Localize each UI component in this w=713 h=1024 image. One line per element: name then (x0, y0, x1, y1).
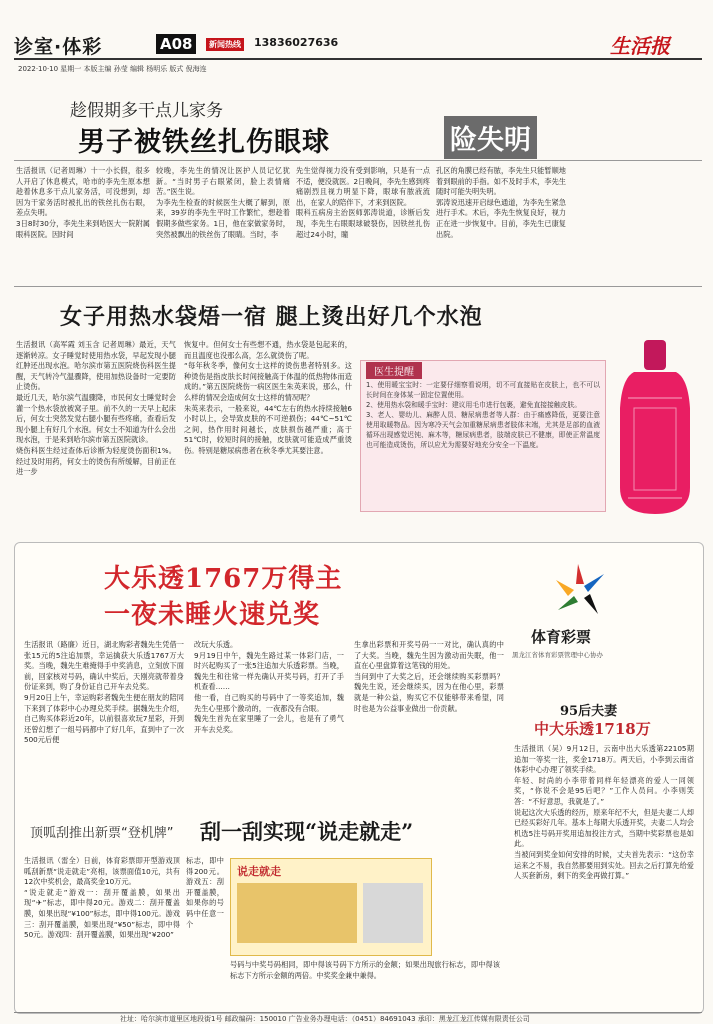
sports-lottery-logo-sub: 黑龙江省体育彩票管理中心协办 (512, 651, 603, 659)
hotline-badge: 新闻热线 (206, 38, 244, 51)
story1-column-1: 生活报讯（记者周琳）十一小长假，很多人开启了休息模式，哈市的李先生原本想趁着休息多干点儿家务活，可没想到，却因为干家务活时被扎出的铁丝扎伤右眼，差点失明。 3日8时30分，李先生来到哈医大一院附属眼科医院。因时间 (16, 166, 150, 239)
story2-rule (14, 286, 702, 287)
footer-info: 社址：哈尔滨市道里区地段街1号 邮政编码：150010 广告业务办理电话：（0451）84691043 承印：黑龙江龙江传媒有限责任公司 (120, 1015, 530, 1023)
sports-lottery-logo-icon (548, 560, 612, 622)
story2-headline: 女子用热水袋焐一宿 腿上烫出好几个水泡 (60, 304, 483, 330)
footer-rule (14, 1012, 702, 1013)
lottery-headline-line2: 一夜未睡火速兑奖 (104, 600, 321, 630)
story1-headline: 男子被铁丝扎伤眼球 (78, 127, 330, 158)
story1-column-3: 先生觉得视力没有受到影响，只是有一点不适，便没就医。2日晚间，李先生感到疼痛剧烈且视力明显下降，眼球有脓液流出，在家人的陪伴下，才来到医院。 眼科五病房主治医师郭涛说道，诊断后发现，李先生右眼眼球破裂伤，因铁丝扎伤超过24小时，瞳 (296, 166, 430, 239)
story1-column-5 (572, 166, 700, 276)
doctor-tips-title: 医生提醒 (366, 362, 422, 379)
scratch-column-1: 生活报讯（雷全）日前，体育彩票即开型游戏顶呱刮新票“说走就走”亮相，该票面值10元，共有12次中奖机会，最高奖金10万元。 “说走就走”游戏一：刮开覆盖膜，如果出现“✈”标志，即中得20元。游戏二：刮开覆盖膜，如果出现“¥100”标志，即中得100元。游戏三：刮开覆盖膜，如果出现“¥50”标志，即中得50元。游戏四：刮开覆盖膜，如果出现“¥200” (24, 856, 180, 940)
story1-headline-emphasis: 险失明 (444, 116, 537, 159)
scratch-story-kicker: 顶呱刮推出新票“登机牌” (30, 826, 174, 841)
doctor-tips-text: 1、使用暖宝宝时：一定要仔细察看说明，切不可直接贴在皮肤上，也不可以长时间在身体某一固定位置使用。 2、使用热水袋和暖手宝时：建议用毛巾进行包裹，避免直接接触皮肤。 3、老人、婴幼儿、麻醉人员、糖尿病患者等人群：由于痛感降低，更要注意使用取暖物品。因为寒冷天气会加重糖尿病患者肢体末端，尤其是足部的血液循环出现感觉迟钝、麻木等，糖尿病患者，肢端皮肤已不健康，即使正常温度也可能造成烫伤，所以应尤为需要好地充分安全一下温度。 (366, 381, 600, 449)
scratch-ticket-panel (237, 883, 357, 943)
header-rule (14, 58, 702, 60)
story1-rule (14, 160, 702, 161)
story2-column-1: 生活报讯（高军霞 刘玉含 记者周琳）最近，天气逐渐转凉。女子睡觉时使用热水袋，早起发现小腿红肿还出现水泡。哈尔滨市第五医院烧伤科医生提醒，天气转冷气温骤降，使用加热设备时一定要防止烫伤。 最近几天，哈尔滨气温骤降，市民何女士睡觉时会灌一个热水袋放被窝子里。前不久的一天早上起床后，何女士突然发觉右腿小腿有些疼痛，查看后发现小腿上有好几个水泡。何女士不知道为什么会出现水泡，于是来到哈尔滨市第五医院就诊。 烧伤科医生经过查体后诊断为轻度烫伤面积1%。经过及时用药，何女士的烫伤有所缓解，目前正在进一步 (16, 340, 176, 477)
scratch-ticket-cover (363, 883, 423, 943)
scratch-column-2: 标志，即中得200元。游戏五：刮开覆盖膜，如果你的号码中任意一个 (186, 856, 224, 929)
lottery-column-2: 改玩大乐透。 9月19日中午，魏先生路过某一体彩门店，一时兴起购买了一张5注追加大乐透彩票。当晚，魏先生和往常一样先确认开奖号码，打开了手机查看…… 他一看，自己购买的号码中了一等奖追加，魏先生心里那个激动的，一夜都没有合眼。 魏先生首先在家里睡了一会儿，也是有了勇气开车去兑奖。 (194, 640, 344, 734)
side-story-headline: 中大乐透1718万 (534, 720, 651, 738)
lottery-column-1: 生活报讯（路廉）近日，湖北购彩者魏先生凭借一张15元的5注追加票，幸运擒获大乐透1767万大奖。当晚，魏先生难掩得手中奖消息，立刻放下面前，回家核对号码，确认中奖后，天刚亮就带着身份证来到，购了身份证自己开车去兑奖。 9月20日上午，幸运购彩者魏先生便在朋友的陪同下来到了体彩中心办理兑奖手续。据魏先生介绍，自己购买体彩近20年，以前很喜欢玩7星彩，开到还曾幻想了一组号码都中了好几年，直到中了一次500元后便 (24, 640, 184, 745)
scratch-column-3: 号码与中奖号码相同，即中得该号码下方所示的金额；如果出现旅行标志，即中得该标志下方所示金额的两倍。中奖奖金兼中兼得。 (230, 960, 500, 980)
scratch-story-headline: 刮一刮实现“说走就走” (200, 819, 414, 844)
story1-column-2: 较晚，李先生的情况让医护人员记忆犹新。“当时男子右眼紧闭，脸上表情痛苦。”医生说。 为李先生检查的时候医生大概了解到，原来，39岁的李先生平时工作繁忙，想趁着假期多做些家务。1日，他在家做家务时，突然被飘出的铁丝伤了眼睛。当时，李 (156, 166, 290, 239)
story1-column-4: 孔区的角膜已经有脓，李先生只能暂顺地着到眼前的手指。如不及时手术，李先生随时可能失明失明。 郭涛说迅速开启绿色通道，为李先生紧急进行手术。术后，李先生恢复良好，视力正在进一步恢复中。目前，李先生已康复出院。 (436, 166, 566, 239)
story1-kicker: 趁假期多干点儿家务 (70, 101, 223, 121)
side-story-text: 生活报讯（吴）9月12日，云南中出大乐透第22105期追加一等奖一注，奖金1718万。两天后，小李到云南省体彩中心办理了领奖手续。 年轻、时尚的小李带着同样年轻漂亮的爱人一同领奖，“你说不会是95后吧？”工作人员问。小李则笑答：“不好意思，我就是了。” 说起这次大乐透的经历，原来年纪不大，但是夫妻二人却已经买彩好几年。基本上每期大乐透开奖，夫妻二人均会机选5注号码开奖用追加投注方式，当期中奖彩票也是如此。 当被问到奖金如何安排的时候，丈夫首先表示：“这份幸运来之不易，我自然都要用到实处。回去之后打算先给爱人买套新房，剩下的奖金再做打算。” (514, 744, 694, 881)
scratch-ticket-label: 说走就走 (237, 865, 281, 878)
dateline: 2022·10·10 星期一 本版主编 孙莹 编辑 杨明乐 版式 倪海连 (18, 65, 207, 73)
hot-water-bottle-photo (614, 338, 696, 518)
lottery-column-3: 生拿出彩票和开奖号码一一对比，确认真的中了大奖。当晚，魏先生因为激动而失眠，他一直在心里盘算着这笔钱的用处。 当问到中了大奖之后，还会继续购买彩票吗？魏先生说，还会继续买，因为在他心里，彩票就是一种公益，购买它不仅能够带来希望，同时也是为公益事业做出一份贡献。 (354, 640, 504, 713)
side-story-kicker: 95后夫妻 (560, 704, 618, 719)
hotline-phone: 13836027636 (254, 36, 339, 49)
story2-column-2: 恢复中。但何女士有些想不通，热水袋是包起来的，而且温度也没那么高，怎么就烫伤了呢。 “每年秋冬季，像何女士这样的烫伤患者特别多。这种烫伤是指皮肤长时间接触高于体温的低热物体而造成的。”第五医院烧伤一病区医生朱英来说，那么，什么样的情况会造成何女士这样的情况呢？ 朱英来表示，一般来说，44℃左右的热水持续接触6小时以上，会导致皮肤的不可逆损伤；44℃~51℃之间，热作用时间越长，皮肤损伤越严重；高于51℃时，较短时间的接触，皮肤就可能造成严重烫伤。特别是糖尿病患者在秋冬季尤其要注意。 (184, 340, 352, 455)
page-number: A08 (156, 34, 196, 54)
scratch-ticket-image (230, 858, 432, 956)
lottery-headline-line1: 大乐透1767万得主 (104, 564, 343, 594)
section-title: 诊室·体彩 (14, 36, 103, 58)
sports-lottery-logo-text: 体育彩票 (531, 628, 592, 646)
newspaper-logo: 生活报 (610, 34, 670, 58)
